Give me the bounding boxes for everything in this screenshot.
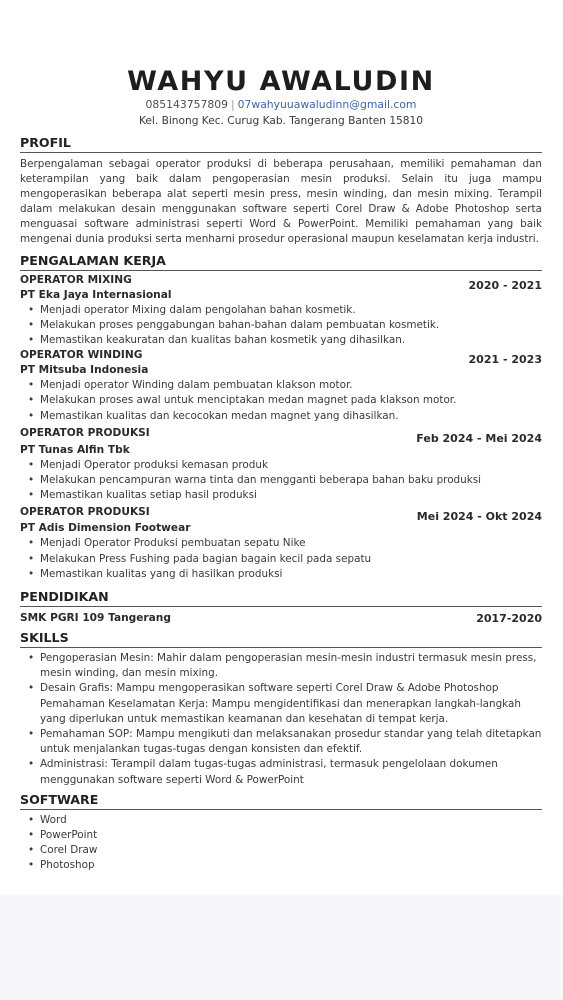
job-entry <box>20 426 542 504</box>
section-title-skills: SKILLS <box>20 630 542 648</box>
education-years: 2017-2020 <box>476 612 542 625</box>
job-entry <box>20 348 542 424</box>
job-duty-item: • Melakukan proses awal untuk menciptakan medan magnet pada klakson motor. <box>40 393 542 408</box>
job-date: Feb 2024 - Mei 2024 <box>416 431 542 445</box>
job-duty-item: • Menjadi operator Winding dalam pembuatan klakson motor. <box>40 378 542 393</box>
software-list <box>20 813 542 874</box>
section-title-profile: PROFIL <box>20 135 542 153</box>
job-date: Mei 2024 - Okt 2024 <box>416 510 542 524</box>
job-duty-item: • Memastikan kualitas dan kecocokan medan magnet yang dihasilkan. <box>40 409 542 424</box>
job-date: 2020 - 2021 <box>468 278 542 292</box>
profile-text: Berpengalaman sebagai operator produksi di beberapa perusahaan, memiliki pemahaman dan keterampilan yang baik dalam pengoperasian mesin produksi. Selain itu juga mampu mengoperasikan beberapa alat seperti mesin press, mesin winding, dan mesin mixing. Terampil dalam melakukan desain menggunakan software seperti Corel Draw & Adobe Photoshop serta menguasai software administrasi seperti Word & PowerPoint. Memiliki pemahaman yang baik mengenai dunia produksi serta menharni prosedur operasional maupun keselamatan kerja industri. <box>20 158 542 246</box>
job-duty-item: • Menjadi operator Mixing dalam pengolahan bahan kosmetik. <box>40 303 542 318</box>
skills-section <box>20 630 542 788</box>
phone-number: 085143757809 <box>145 98 228 111</box>
software-section <box>20 792 542 874</box>
page-background-bottom <box>0 895 563 1000</box>
section-title-experience: PENGALAMAN KERJA <box>20 253 542 271</box>
job-company: PT Tunas Alfin Tbk <box>20 443 130 456</box>
contact-line <box>20 98 542 112</box>
education-section <box>20 589 542 626</box>
job-duty-item: • Melakukan pencampuran warna tinta dan mengganti beberapa bahan baku produksi <box>40 473 542 488</box>
skill-item: • Desain Grafis: Mampu mengoperasikan software seperti Corel Draw & Adobe Photoshop Pemahaman Keselamatan Kerja: Mampu mengidentifikasi dan menerapkan langkah-langkah yang diperlukan untuk memastikan keamanan dan kesehatan di tempat kerja. <box>40 681 542 727</box>
job-date: 2021 - 2023 <box>468 353 542 367</box>
job-company: PT Adis Dimension Footwear <box>20 522 191 535</box>
email-link[interactable]: 07wahyuuawaludinn@gmail.com <box>237 98 417 111</box>
job-position: OPERATOR PRODUKSI <box>20 506 150 519</box>
profile-section <box>20 135 542 248</box>
contact-separator: | <box>230 98 235 111</box>
job-position: OPERATOR PRODUKSI <box>20 426 150 439</box>
software-item: • Word <box>40 813 542 828</box>
software-item: • Photoshop <box>40 858 542 873</box>
job-entry <box>20 273 542 349</box>
skill-item: • Pemahaman SOP: Mampu mengikuti dan melaksanakan prosedur standar yang telah ditetapkan untuk menjalankan tugas-tugas dengan konsisten dan efektif. <box>40 727 542 757</box>
job-position: OPERATOR MIXING <box>20 273 132 286</box>
software-item: • Corel Draw <box>40 843 542 858</box>
skill-item: • Pengoperasian Mesin: Mahir dalam pengoperasian mesin-mesin industri termasuk mesin press, mesin winding, dan mesin mixing. <box>40 651 542 681</box>
software-item: • PowerPoint <box>40 828 542 843</box>
job-duty-item: • Melakukan proses penggabungan bahan-bahan dalam pembuatan kosmetik. <box>40 318 542 333</box>
candidate-name: WAHYU AWALUDIN <box>127 66 435 97</box>
job-duties <box>20 303 542 349</box>
experience-section <box>20 253 542 582</box>
job-duty-item: • Memastikan keakuratan dan kualitas bahan kosmetik yang dihasilkan. <box>40 333 542 348</box>
section-title-software: SOFTWARE <box>20 792 542 810</box>
job-duties <box>20 378 542 424</box>
job-company: PT Eka Jaya Internasional <box>20 288 172 301</box>
job-company: PT Mitsuba Indonesia <box>20 364 149 377</box>
job-duties <box>20 536 542 582</box>
job-duty-item: • Menjadi Operator produksi kemasan produk <box>40 458 542 473</box>
job-position: OPERATOR WINDING <box>20 349 143 362</box>
job-duty-item: • Menjadi Operator Produksi pembuatan sepatu Nike <box>40 536 542 551</box>
skills-list <box>20 651 542 788</box>
resume-document <box>20 0 542 874</box>
job-duty-item: • Melakukan Press Fushing pada bagian bagain kecil pada sepatu <box>40 552 542 567</box>
education-school: SMK PGRI 109 Tangerang <box>20 612 171 624</box>
address: Kel. Binong Kec. Curug Kab. Tangerang Banten 15810 <box>138 115 424 127</box>
skill-item: • Administrasi: Terampil dalam tugas-tugas administrasi, termasuk pengelolaan dokumen menggunakan software seperti Word & PowerPoint <box>40 757 542 787</box>
section-title-education: PENDIDIKAN <box>20 589 542 607</box>
education-entry <box>20 611 542 626</box>
job-entry <box>20 505 542 582</box>
job-duty-item: • Memastikan kualitas yang di hasilkan produksi <box>40 567 542 582</box>
job-duties <box>20 458 542 504</box>
job-duty-item: • Memastikan kualitas setiap hasil produksi <box>40 488 542 503</box>
